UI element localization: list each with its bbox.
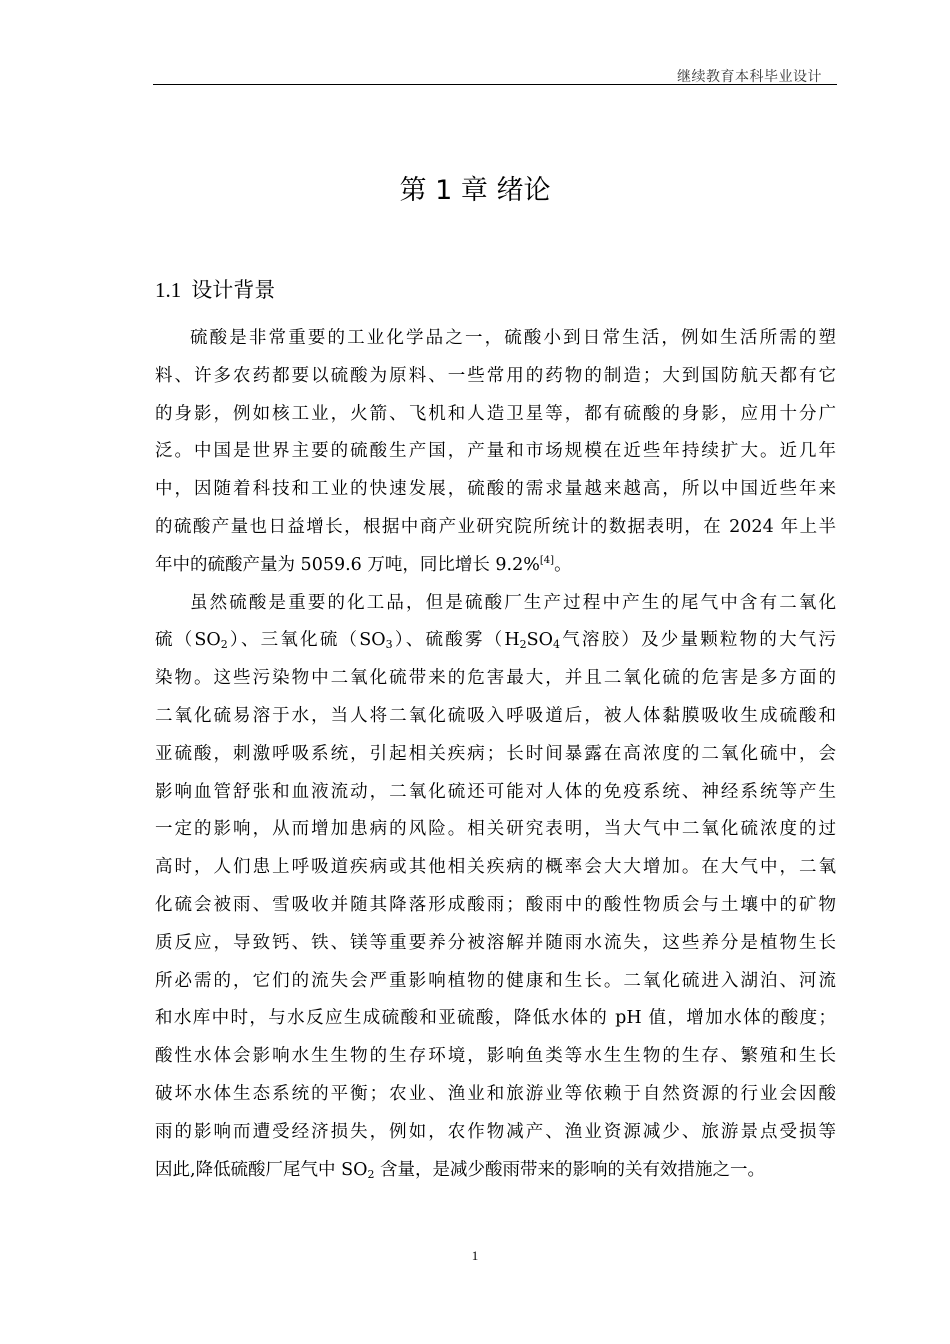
text-span: 因此,降低硫酸厂尾气中 SO	[155, 1159, 368, 1180]
text-line: 破坏水体生态系统的平衡；农业、渔业和旅游业等依赖于自然资源的行业会因酸	[155, 1083, 836, 1104]
text-span: ）、硫酸雾（H	[392, 630, 520, 651]
text-line: 中，因随着科技和工业的快速发展，硫酸的需求量越来越高，所以中国近些年来	[155, 479, 836, 500]
text-line: 高时，人们患上呼吸道疾病或其他相关疾病的概率会大大增加。在大气中，二氧	[155, 857, 836, 878]
text-span: 气溶胶）及少量颗粒物的大气污	[559, 630, 836, 651]
paragraph	[155, 585, 836, 1190]
text-line: 的身影，例如核工业，火箭、飞机和人造卫星等，都有硫酸的身影，应用十分广	[155, 403, 836, 424]
text-span: 年中的硫酸产量为 5059.6 万吨，同比增长 9.2%	[155, 554, 540, 575]
header-rule	[153, 84, 837, 85]
body-text	[155, 320, 836, 1189]
text-span: 。	[554, 554, 572, 575]
citation-ref: [4]	[539, 554, 555, 566]
text-span: SO	[526, 630, 553, 651]
paragraph	[155, 320, 836, 585]
text-line	[155, 547, 836, 585]
text-line: 虽然硫酸是重要的化工品，但是硫酸厂生产过程中产生的尾气中含有二氧化	[190, 592, 836, 613]
text-line: 料、许多农药都要以硫酸为原料、一些常用的药物的制造；大到国防航天都有它	[155, 365, 836, 386]
text-line	[155, 1152, 836, 1190]
subscript: 2	[367, 1167, 375, 1181]
section-title-text: 设计背景	[191, 278, 276, 302]
text-line: 泛。中国是世界主要的硫酸生产国，产量和市场规模在近些年持续扩大。近几年	[155, 441, 836, 462]
text-line: 影响血管舒张和血液流动，二氧化硫还可能对人体的免疫系统、神经系统等产生	[155, 781, 836, 802]
text-line: 二氧化硫易溶于水，当人将二氧化硫吸入呼吸道后，被人体黏膜吸收生成硫酸和	[155, 705, 836, 726]
subscript: 4	[552, 638, 560, 652]
text-line: 雨的影响而遭受经济损失，例如，农作物减产、渔业资源减少、旅游景点受损等	[155, 1121, 836, 1142]
text-line: 和水库中时，与水反应生成硫酸和亚硫酸，降低水体的 pH 值，增加水体的酸度；	[155, 1008, 836, 1029]
text-span: ）、三氧化硫（SO	[227, 630, 386, 651]
text-line: 亚硫酸，刺激呼吸系统，引起相关疾病；长时间暴露在高浓度的二氧化硫中，会	[155, 743, 836, 764]
text-span: 含量，是减少酸雨带来的影响的关有效措施之一。	[374, 1159, 766, 1180]
subscript: 3	[385, 638, 393, 652]
subscript: 2	[220, 638, 228, 652]
text-line: 硫酸是非常重要的工业化学品之一，硫酸小到日常生活，例如生活所需的塑	[190, 328, 836, 348]
text-span: 硫（SO	[155, 630, 221, 651]
text-line: 化硫会被雨、雪吸收并随其降落形成酸雨；酸雨中的酸性物质会与土壤中的矿物	[155, 894, 836, 915]
section-heading	[155, 274, 275, 304]
text-line: 的硫酸产量也日益增长，根据中商产业研究院所统计的数据表明，在 2024 年上半	[155, 516, 836, 537]
section-number: 1.1	[155, 278, 182, 302]
text-line: 染物。这些污染物中二氧化硫带来的危害最大，并且二氧化硫的危害是多方面的	[155, 668, 836, 689]
page-number: 1	[471, 1248, 479, 1263]
text-line: 酸性水体会影响水生生物的生存环境，影响鱼类等水生生物的生存、繁殖和生长	[155, 1046, 836, 1067]
text-line: 质反应，导致钙、铁、镁等重要养分被溶解并随雨水流失，这些养分是植物生长	[155, 932, 836, 953]
text-line: 所必需的，它们的流失会严重影响植物的健康和生长。二氧化硫进入湖泊、河流	[155, 970, 836, 991]
running-header: 继续教育本科毕业设计	[677, 69, 822, 85]
subscript: 2	[519, 638, 527, 652]
text-line	[155, 622, 836, 660]
text-line: 一定的影响，从而增加患病的风险。相关研究表明，当大气中二氧化硫浓度的过	[155, 819, 836, 840]
chapter-title: 第 1 章 绪论	[399, 175, 551, 206]
